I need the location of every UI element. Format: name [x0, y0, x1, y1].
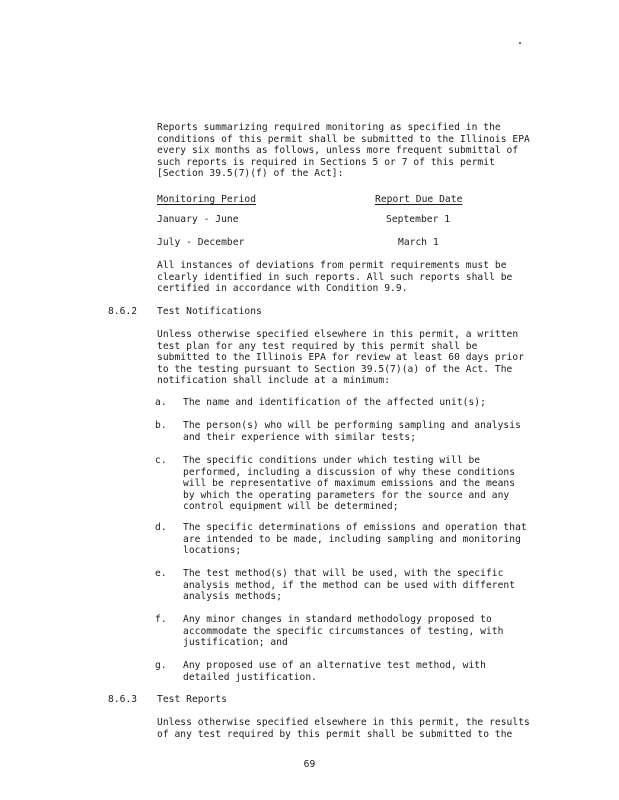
schedule-row-due: March 1: [398, 237, 439, 248]
list-item-text: The specific conditions under which testing will be performed, including a discussion of why these conditions will be representative of maximum emissions and the means by which the operating parameters for the source and any control equipment will be determined;: [183, 455, 516, 513]
section-number: 8.6.2: [108, 306, 138, 317]
list-item-text: Any minor changes in standard methodology proposed to accommodate the specific circumstances of testing, with justification; and: [183, 614, 504, 649]
list-item-letter: a.: [155, 397, 167, 408]
section-title: Test Reports: [157, 694, 227, 705]
scan-speck: [519, 42, 521, 44]
page-number: 69: [303, 759, 316, 770]
section-title: Test Notifications: [157, 306, 262, 317]
list-item-text: The person(s) who will be performing sampling and analysis and their experience with similar tests;: [183, 420, 521, 443]
list-item-letter: e.: [155, 568, 167, 579]
deviation-paragraph: All instances of deviations from permit requirements must be clearly identified in such reports. All such reports shall be certified in accordance with Condition 9.9.: [157, 260, 513, 295]
list-item-text: The test method(s) that will be used, with the specific analysis method, if the method can be used with different analysis methods;: [183, 568, 516, 603]
list-item-text: The specific determinations of emissions and operation that are intended to be made, including sampling and monitoring locations;: [183, 522, 527, 557]
schedule-header-due: Report Due Date: [375, 194, 463, 205]
list-item-letter: c.: [155, 455, 167, 466]
schedule-row-due: September 1: [386, 214, 451, 225]
list-item-letter: d.: [155, 522, 167, 533]
list-item-letter: g.: [155, 660, 167, 671]
intro-paragraph: Reports summarizing required monitoring as specified in the conditions of this permit shall be submitted to the Illinois EPA every six months as follows, unless more frequent submittal of such reports is required in Sections 5 or 7 of this permit [Section 39.5(7)(f) of the Act]:: [157, 122, 530, 180]
list-item-letter: f.: [155, 614, 167, 625]
section-paragraph: Unless otherwise specified elsewhere in this permit, a written test plan for any test required by this permit shall be submitted to the Illinois EPA for review at least 60 days prior to the testing pursuant to Section 39.5(7)(a) of the Act. The notification shall include at a minimum:: [157, 329, 525, 387]
schedule-header-period: Monitoring Period: [157, 194, 257, 205]
list-item-text: The name and identification of the affected unit(s);: [183, 397, 486, 408]
list-item-text: Any proposed use of an alternative test method, with detailed justification.: [183, 660, 486, 683]
list-item-letter: b.: [155, 420, 167, 431]
section-paragraph: Unless otherwise specified elsewhere in this permit, the results of any test required by this permit shall be submitted to the: [157, 717, 530, 740]
schedule-row-period: January - June: [157, 214, 239, 225]
section-number: 8.6.3: [108, 694, 138, 705]
schedule-row-period: July - December: [157, 237, 245, 248]
